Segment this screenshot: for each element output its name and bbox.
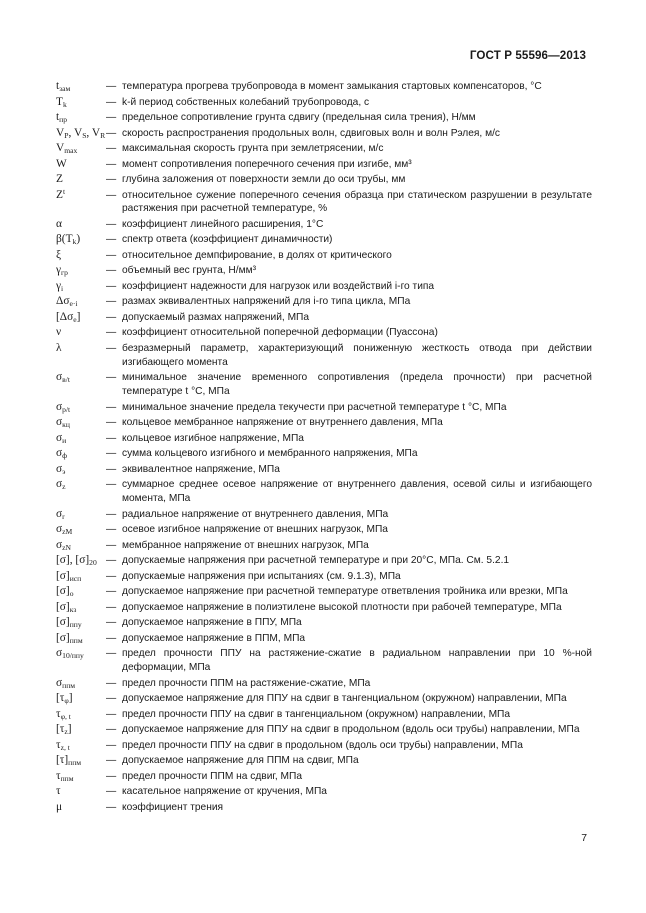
definition-text: предел прочности ППМ на сдвиг, МПа (122, 770, 303, 782)
definition-dash: — (106, 539, 117, 551)
symbol-part: ппм (62, 680, 76, 690)
symbol-part: ппм (60, 773, 74, 783)
definition-text: допускаемое напряжение в ППУ, МПа (122, 617, 302, 629)
symbol-part: [τ (56, 723, 65, 736)
definition-text: момент сопротивления поперечного сечения при изгибе, мм³ (122, 158, 412, 170)
symbol-part: [σ], [σ] (56, 554, 90, 567)
definition-symbol (56, 326, 106, 340)
definition-symbol (56, 311, 106, 325)
definition-row (56, 632, 592, 646)
symbol-part: t (62, 188, 66, 196)
definition-row (56, 416, 592, 430)
definition-row (56, 80, 592, 94)
definition-row (56, 189, 592, 217)
definition-text: k-й период собственных колебаний трубопровода, с (122, 96, 370, 108)
definition-text: предел прочности ППМ на растяжение-сжатие, МПа (122, 677, 371, 689)
symbol-part: r (62, 511, 65, 521)
definition-dash: — (106, 724, 117, 736)
definition-text: допускаемое напряжение в ППМ, МПа (122, 632, 306, 644)
definition-dash: — (106, 174, 117, 185)
definition-symbol (56, 111, 106, 125)
definition-row (56, 311, 592, 325)
symbol-part: S (82, 130, 87, 140)
symbol-part: 20 (89, 558, 97, 568)
symbol-part: гр (61, 268, 68, 278)
definition-row (56, 401, 592, 415)
definition-symbol (56, 632, 106, 646)
symbol-part: R (100, 130, 106, 140)
symbol-part: Z (56, 173, 63, 185)
definition-row (56, 158, 592, 172)
definition-row (56, 233, 592, 247)
definition-symbol (56, 785, 106, 799)
symbol-part: e (73, 314, 77, 324)
definition-dash: — (106, 311, 117, 323)
symbol-part: ппу (69, 620, 82, 630)
definition-row (56, 539, 592, 553)
definition-dash: — (106, 432, 117, 444)
definition-dash: — (106, 570, 117, 582)
definition-dash: — (106, 218, 117, 230)
definition-symbol (56, 342, 106, 370)
definition-row (56, 249, 592, 263)
definition-symbol (56, 264, 106, 278)
definition-symbol (56, 539, 106, 553)
symbol-part: z (64, 727, 68, 737)
definition-row (56, 601, 592, 615)
definition-text: спектр ответа (коэффициент динамичности) (122, 234, 333, 246)
symbol-part: ] (67, 723, 72, 736)
symbol-part: τ (56, 707, 61, 720)
definition-dash: — (106, 372, 117, 384)
definition-dash: — (106, 234, 117, 246)
definition-symbol (56, 554, 106, 568)
definition-symbol (56, 478, 106, 506)
definition-row (56, 295, 592, 309)
definition-dash: — (106, 617, 117, 629)
symbol-part: σ (56, 538, 63, 551)
definition-row (56, 371, 592, 399)
definition-row (56, 96, 592, 110)
symbol-part: φ, t (60, 711, 71, 721)
definition-dash: — (106, 524, 117, 536)
definition-dash: — (106, 401, 117, 413)
definition-row (56, 754, 592, 768)
definition-dash: — (106, 586, 117, 598)
definition-dash: — (106, 143, 117, 154)
symbol-part: ) (76, 233, 81, 246)
symbol-part: ν (56, 326, 62, 339)
symbol-part: λ (56, 341, 62, 354)
definition-row (56, 463, 592, 477)
definition-row (56, 264, 592, 278)
symbol-part: k (62, 99, 67, 109)
definition-dash: — (106, 708, 117, 720)
symbol-part: ξ (56, 248, 62, 261)
definition-text: предел прочности ППУ на сдвиг в продольном (вдоль оси трубы) направлении, МПа (122, 739, 523, 751)
symbol-part: 10/ппу (62, 651, 84, 661)
page-number: 7 (581, 833, 587, 844)
definition-symbol (56, 770, 106, 784)
definition-symbol (56, 463, 106, 477)
symbol-part: W (56, 157, 67, 170)
definition-symbol (56, 432, 106, 446)
definition-row (56, 111, 592, 125)
definition-text: предельное сопротивление грунта сдвигу (предельная сила трения), Н/мм (122, 112, 476, 123)
definition-row (56, 739, 592, 753)
definition-symbol (56, 708, 106, 722)
symbol-part: [τ (56, 692, 65, 705)
definition-symbol (56, 295, 106, 309)
definition-row (56, 585, 592, 599)
definition-symbol (56, 754, 106, 768)
definition-text: осевое изгибное напряжение от внешних нагрузок, МПа (122, 524, 388, 536)
definition-symbol (56, 801, 106, 815)
definition-dash: — (106, 801, 117, 813)
symbol-part: V (56, 142, 65, 154)
symbol-part: , V (68, 126, 83, 139)
definition-row (56, 801, 592, 815)
definition-row (56, 447, 592, 461)
definition-row (56, 647, 592, 675)
definition-symbol (56, 647, 106, 675)
symbol-part: T (56, 95, 63, 108)
definition-symbol (56, 280, 106, 294)
definition-text: кольцевое мембранное напряжение от внутреннего давления, МПа (122, 417, 443, 429)
symbol-part: β(T (56, 233, 73, 246)
definition-row (56, 723, 592, 737)
definition-row (56, 326, 592, 340)
symbol-part: V (56, 126, 65, 139)
symbol-part: σ (56, 507, 63, 520)
symbol-part: зам (59, 84, 71, 93)
definition-row (56, 342, 592, 370)
definition-text: суммарное среднее осевое напряжение от внутреннего давления, осевой силы и изгибающего момента, МПа (122, 479, 592, 505)
definition-text: касательное напряжение от кручения, МПа (122, 786, 327, 798)
definition-text: допускаемое напряжение при расчетной температуре ответвления тройника или врезки, МПа (122, 586, 568, 598)
definition-text: объемный вес грунта, Н/мм³ (122, 265, 257, 277)
definition-row (56, 692, 592, 706)
definition-row (56, 142, 592, 156)
symbol-part: [σ] (56, 600, 70, 613)
symbol-part: ] (76, 310, 81, 323)
symbol-part: e·i (69, 299, 78, 309)
definition-row (56, 508, 592, 522)
definition-dash: — (106, 755, 117, 767)
symbol-part: z, t (60, 742, 70, 752)
definition-text: предел прочности ППУ на сдвиг в тангенциальном (окружном) направлении, МПа (122, 708, 511, 720)
definition-symbol (56, 401, 106, 415)
symbol-part: в/t (62, 375, 70, 385)
definition-dash: — (106, 508, 117, 520)
symbol-part: σ (56, 478, 63, 491)
definition-text: допускаемый размах напряжений, МПа (122, 311, 310, 323)
definition-text: глубина заложения от поверхности земли до оси трубы, мм (122, 174, 406, 185)
symbol-part: σ (56, 371, 63, 384)
definition-symbol (56, 523, 106, 537)
definitions-list (56, 80, 592, 816)
definition-dash: — (106, 189, 117, 201)
symbol-part: t (56, 111, 60, 123)
symbol-part: [σ] (56, 585, 70, 598)
definition-dash: — (106, 632, 117, 644)
symbol-part: [σ] (56, 569, 70, 582)
definition-text: предел прочности ППУ на растяжение-сжатие в радиальном направлении при 10 %-ной деформации, МПа (122, 648, 592, 674)
definition-row (56, 554, 592, 568)
definition-dash: — (106, 448, 117, 460)
definition-symbol (56, 739, 106, 753)
symbol-part: э (62, 466, 66, 476)
definition-row (56, 708, 592, 722)
definition-symbol (56, 233, 106, 247)
symbol-part: σ (56, 676, 63, 689)
definition-dash: — (106, 739, 117, 751)
symbol-part: p/t (62, 404, 71, 414)
symbol-part: α (56, 217, 62, 230)
definition-symbol (56, 616, 106, 630)
definition-dash: — (106, 555, 117, 567)
definition-text: максимальная скорость грунта при землетрясении, м/с (122, 143, 384, 154)
symbol-part: ф (62, 451, 68, 461)
symbol-part: φ (64, 696, 69, 706)
symbol-part: ппм (69, 635, 83, 645)
definition-dash: — (106, 296, 117, 308)
definition-text: коэффициент трения (122, 801, 224, 813)
definition-text: коэффициент надежности для нагрузок или воздействий i-го типа (122, 280, 435, 292)
definition-row (56, 127, 592, 141)
definition-symbol (56, 692, 106, 706)
definition-text: допускаемое напряжение для ППУ на сдвиг в продольном (вдоль оси трубы) направлении, МПа (122, 724, 580, 736)
definition-row (56, 432, 592, 446)
symbol-part: max (64, 146, 78, 155)
definition-symbol (56, 218, 106, 232)
definition-dash: — (106, 601, 117, 613)
definition-text: температура прогрева трубопровода в момент замыкания стартовых компенсаторов, °С (122, 81, 542, 92)
definition-text: безразмерный параметр, характеризующий пониженную жесткость отвода при действии изгибающего момента (122, 342, 592, 368)
definition-text: относительное демпфирование, в долях от критического (122, 249, 392, 261)
definition-symbol (56, 96, 106, 110)
symbol-part: исп (69, 573, 82, 583)
definition-row (56, 478, 592, 506)
symbol-part: о (69, 589, 74, 599)
symbol-part: zM (62, 527, 73, 537)
definition-dash: — (106, 96, 117, 108)
symbol-part: σ (56, 416, 63, 429)
symbol-part: ] (68, 692, 73, 705)
definition-symbol (56, 189, 106, 217)
definition-text: допускаемое напряжение для ППМ на сдвиг, МПа (122, 755, 359, 767)
definition-dash: — (106, 786, 117, 798)
definition-row (56, 570, 592, 584)
definition-dash: — (106, 280, 117, 292)
definition-text: коэффициент линейного расширения, 1°С (122, 218, 324, 230)
symbol-part: и (62, 435, 67, 445)
definition-symbol (56, 570, 106, 584)
symbol-part: σ (56, 523, 63, 536)
definition-dash: — (106, 693, 117, 705)
definition-dash: — (106, 81, 117, 92)
symbol-part: μ (56, 800, 63, 813)
definition-dash: — (106, 770, 117, 782)
symbol-part: σ (56, 647, 63, 660)
definition-text: допускаемые напряжения при испытаниях (см. 9.1.3), МПа (122, 570, 401, 582)
definition-text: эквивалентное напряжение, МПа (122, 463, 280, 475)
definition-symbol (56, 723, 106, 737)
definition-text: радиальное напряжение от внутреннего давления, МПа (122, 508, 389, 520)
definition-row (56, 770, 592, 784)
symbol-part: [σ] (56, 631, 70, 644)
definition-text: мембранное напряжение от внешних нагрузок, МПа (122, 539, 369, 551)
definition-symbol (56, 158, 106, 172)
symbol-part: Z (56, 188, 63, 201)
definition-symbol (56, 677, 106, 691)
definition-symbol (56, 173, 106, 187)
definition-symbol (56, 127, 106, 141)
definition-text: допускаемые напряжения при расчетной температуре и при 20°С, МПа. См. 5.2.1 (122, 555, 510, 567)
definition-dash: — (106, 342, 117, 354)
definition-row (56, 677, 592, 691)
definition-text: минимальное значение временного сопротивления (предела прочности) при расчетной температуре t °С, МПа (122, 372, 592, 398)
definition-dash: — (106, 265, 117, 277)
definition-text: относительное сужение поперечного сечения образца при статическом разрушении в результате растяжения при расчетной температуре, % (122, 189, 592, 215)
definition-symbol (56, 447, 106, 461)
definition-dash: — (106, 112, 117, 123)
definition-symbol (56, 508, 106, 522)
symbol-part: [τ] (56, 754, 69, 767)
symbol-part: k (72, 237, 77, 247)
definition-text: размах эквивалентных напряжений для i-го типа цикла, МПа (122, 296, 411, 308)
definition-dash: — (106, 327, 117, 339)
symbol-part: σ (56, 431, 63, 444)
definition-row (56, 785, 592, 799)
definition-symbol (56, 371, 106, 399)
definition-text: допускаемое напряжение в полиэтилене высокой плотности при рабочей температуре, МПа (122, 601, 562, 613)
symbol-part: z (62, 482, 66, 492)
definition-symbol (56, 416, 106, 430)
definition-dash: — (106, 417, 117, 429)
symbol-part: кз (69, 604, 77, 614)
definition-dash: — (106, 479, 117, 491)
definition-dash: — (106, 677, 117, 689)
symbol-part: i (61, 283, 64, 293)
symbol-part: , V (86, 126, 101, 139)
symbol-part: [Δσ (56, 310, 74, 323)
definition-text: кольцевое изгибное напряжение, МПа (122, 432, 304, 444)
symbol-part: σ (56, 447, 63, 460)
definition-text: скорость распространения продольных волн, сдвиговых волн и волн Рэлея, м/с (122, 127, 501, 139)
definition-symbol (56, 601, 106, 615)
definition-text: минимальное значение предела текучести при расчетной температуре t °С, МПа (122, 401, 507, 413)
definition-dash: — (106, 648, 117, 660)
definition-dash: — (106, 463, 117, 475)
symbol-part: пр (59, 115, 68, 124)
definition-dash: — (106, 158, 117, 170)
definition-row (56, 523, 592, 537)
symbol-part: P (64, 130, 69, 140)
symbol-part: zN (62, 542, 71, 552)
definition-row (56, 173, 592, 187)
definition-row (56, 280, 592, 294)
definition-dash: — (106, 127, 117, 139)
definition-row (56, 218, 592, 232)
symbol-part: [σ] (56, 616, 70, 629)
definition-symbol (56, 80, 106, 94)
symbol-part: τ (56, 769, 61, 782)
definition-symbol (56, 249, 106, 263)
definition-text: сумма кольцевого изгибного и мембранного напряжения, МПа (122, 448, 418, 460)
symbol-part: γ (56, 279, 62, 292)
symbol-part: t (56, 80, 60, 92)
definition-text: допускаемое напряжение для ППУ на сдвиг в тангенциальном (окружном) направлении, МПа (122, 693, 567, 705)
definition-symbol (56, 585, 106, 599)
definition-row (56, 616, 592, 630)
definition-symbol (56, 142, 106, 156)
definition-dash: — (106, 249, 117, 261)
symbol-part: кц (62, 420, 70, 430)
symbol-part: τ (56, 738, 61, 751)
symbol-part: Δσ (56, 295, 70, 308)
standard-header: ГОСТ Р 55596—2013 (469, 49, 586, 62)
symbol-part: σ (56, 462, 63, 475)
symbol-part: τ (56, 785, 61, 798)
symbol-part: γ (56, 264, 62, 277)
symbol-part: ппм (68, 758, 82, 768)
definition-text: коэффициент относительной поперечной деформации (Пуассона) (122, 327, 438, 339)
symbol-part: σ (56, 400, 63, 413)
